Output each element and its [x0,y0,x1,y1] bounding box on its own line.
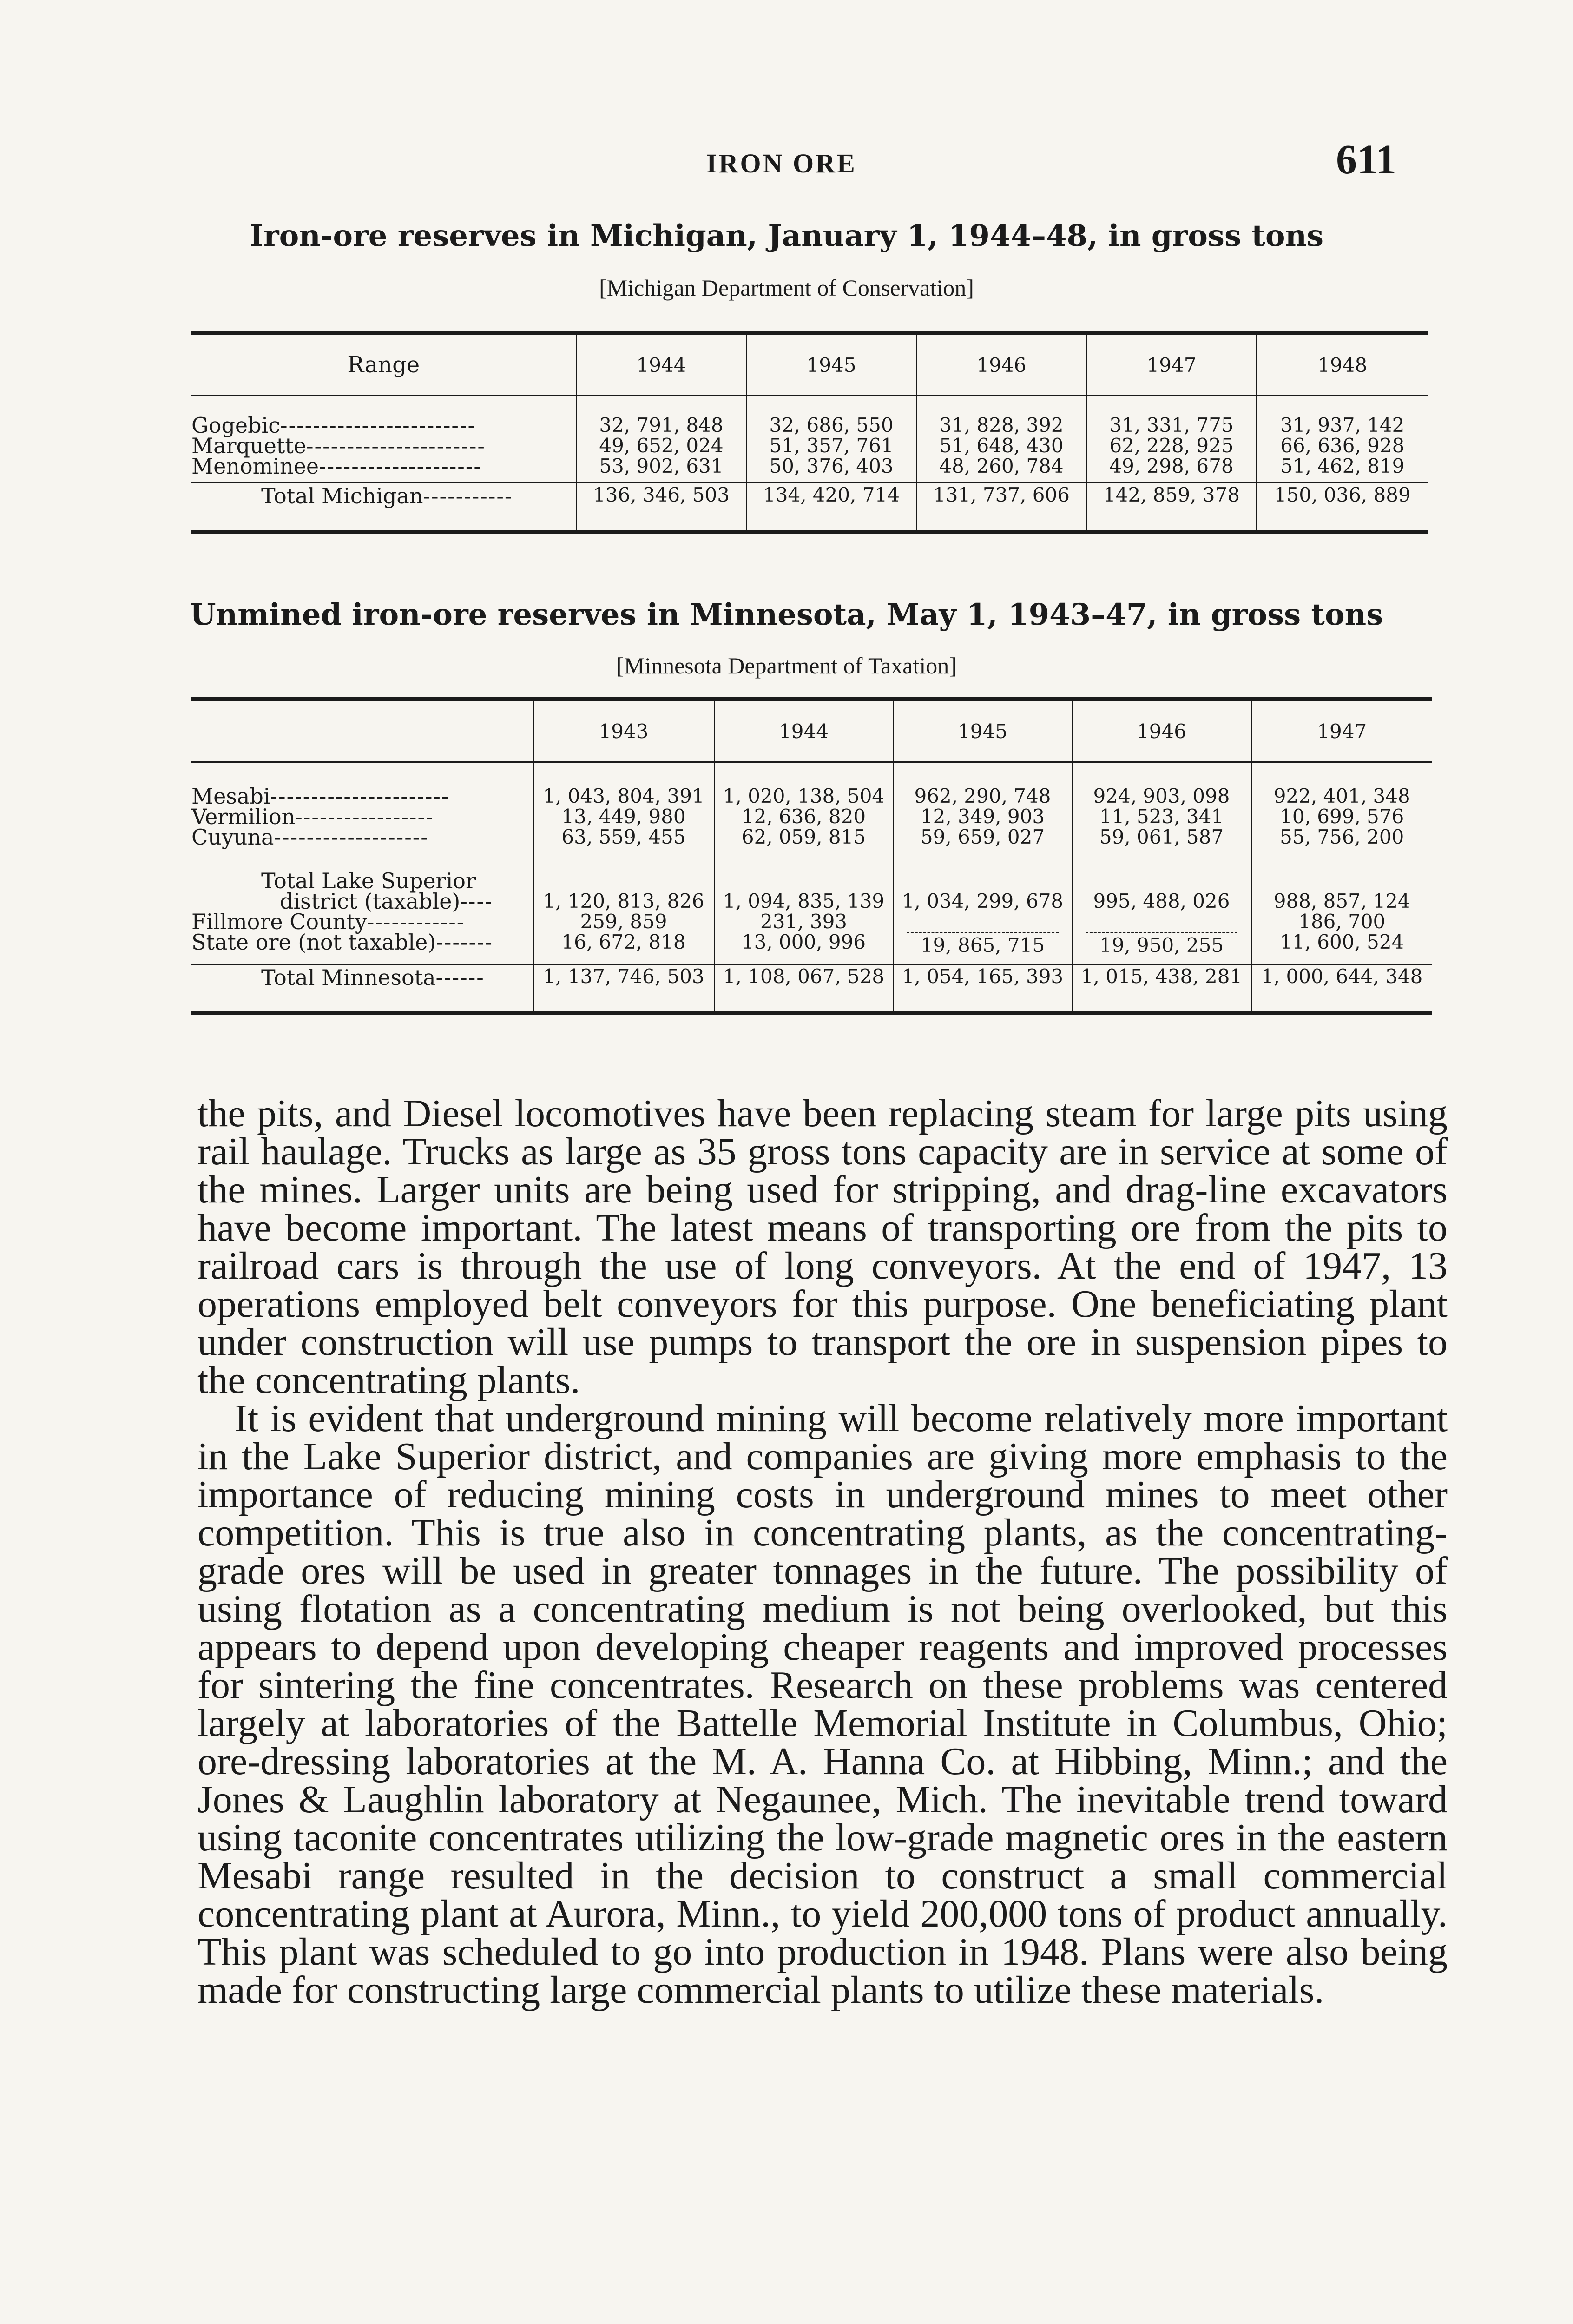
michigan-table-title: Iron-ore reserves in Michigan, January 1, 1944–48, in gross tons [249,218,1324,253]
table-cell: 31, 937, 142 [1280,414,1405,436]
minnesota-col-1947: 1947 [1251,699,1432,762]
table-cell: 962, 290, 748 [914,785,1051,807]
table-cell: 13, 449, 980 [561,805,686,828]
table-row-label: Fillmore County------------ [191,909,465,934]
minnesota-header-row [191,699,1432,762]
table-row-label: Total Minnesota------ [191,964,533,1014]
table-cell: 12, 349, 903 [920,805,1045,828]
michigan-table [191,331,1428,534]
minnesota-col-1944: 1944 [714,699,893,762]
table-cell: 134, 420, 714 [746,483,916,532]
table-cell: 49, 298, 678 [1109,455,1234,477]
table-cell: 59, 061, 587 [1099,825,1224,848]
table-row-label: Cuyuna------------------- [191,825,429,850]
table-cell: 32, 686, 550 [769,414,894,436]
table-cell: 53, 902, 631 [599,455,724,477]
table-cell: 66, 636, 928 [1280,434,1405,457]
table-cell: 62, 059, 815 [741,825,866,848]
table-cell: 1, 108, 067, 528 [714,964,893,1014]
table-row-label: Marquette---------------------- [191,433,486,458]
paragraph: It is evident that underground mining will become relatively more important in the Lake Superior district, and companies are giving more emphasis to the importance of reducing mining costs in underground mines to meet other competition. This is true also in concentrating plants, as the concentrating-grade ores will be used in greater tonnages in the future. The possibility of using flotation as a concentrating medium is not being overlooked, but this appears to depend upon developing cheaper reagents and improved processes for sintering the fine concentrates. Research on these problems was centered largely at laboratories of the Battelle Memorial Institute in Columbus, Ohio; ore-dressing laboratories at the M. A. Hanna Co. at Hibbing, Minn.; and the Jones & Laughlin laboratory at Negaunee, Mich. The inevitable trend toward using taconite concentrates utilizing the low-grade magnetic ores in the eastern Mesabi range resulted in the decision to construct a small commercial concentrating plant at Aurora, Minn., to yield 200,000 tons of product annually. This plant was scheduled to go into production in 1948. Plans were also being made for constructing large commercial plants to utilize these materials. [197,1397,1448,2012]
table-row-label: Total Lake Superior [261,868,476,893]
minnesota-col-1946: 1946 [1072,699,1251,762]
table-cell: 16, 672, 818 [561,931,686,953]
table-row-label: State ore (not taxable)------- [191,930,494,955]
table-row-label: Total Michigan----------- [191,483,576,532]
table-row-label: Gogebic------------------------ [191,413,476,438]
michigan-col-range: Range [191,333,576,396]
table-cell: 136, 346, 503 [576,483,746,532]
table-cell: 13, 000, 996 [741,931,866,953]
minnesota-ranges-block [191,762,1432,866]
table-cell: 259, 859 [580,910,667,933]
michigan-total-row [191,483,1428,532]
table-row-label: Mesabi---------------------- [191,784,450,809]
minnesota-col-1945: 1945 [893,699,1072,762]
michigan-col-1946: 1946 [916,333,1086,396]
table-cell: 1, 034, 299, 678 [902,890,1064,912]
table-cell: 131, 737, 606 [916,483,1086,532]
table-cell: 1, 020, 138, 504 [723,785,885,807]
table-cell: 1, 015, 438, 281 [1072,964,1251,1014]
table-cell: 1, 043, 804, 391 [543,785,704,807]
table-cell [894,911,1072,932]
body-text [197,1092,1448,2012]
minnesota-table [191,697,1432,1015]
table-row-label: district (taxable)---- [280,889,493,914]
minnesota-col-stub [191,699,533,762]
minnesota-table-source: [Minnesota Department of Taxation] [616,653,957,679]
table-cell: 10, 699, 576 [1280,805,1404,828]
table-cell: 924, 903, 098 [1093,785,1230,807]
michigan-col-1947: 1947 [1086,333,1257,396]
table-cell: 62, 228, 925 [1109,434,1234,457]
table-cell: 19, 865, 715 [907,932,1059,956]
michigan-col-1948: 1948 [1257,333,1428,396]
table-cell: 51, 648, 430 [939,434,1064,457]
table-cell: 55, 756, 200 [1280,825,1404,848]
table-cell: 1, 054, 165, 393 [893,964,1072,1014]
minnesota-col-1943: 1943 [533,699,714,762]
table-cell: 63, 559, 455 [561,825,686,848]
table-cell: 1, 094, 835, 139 [723,890,885,912]
michigan-table-source: [Michigan Department of Conservation] [599,275,974,301]
table-cell: 922, 401, 348 [1273,785,1410,807]
table-cell: 186, 700 [1298,910,1386,933]
table-cell: 51, 357, 761 [769,434,894,457]
table-cell: 51, 462, 819 [1280,455,1405,477]
table-cell: 49, 652, 024 [599,434,724,457]
table-cell: 988, 857, 124 [1273,890,1410,912]
table-cell: 59, 659, 027 [920,825,1045,848]
table-cell: 1, 137, 746, 503 [533,964,714,1014]
table-cell: 12, 636, 820 [741,805,866,828]
michigan-col-1945: 1945 [746,333,916,396]
table-cell: 31, 331, 775 [1109,414,1234,436]
minnesota-subtotals-block [191,866,1432,964]
michigan-header-row [191,333,1428,396]
minnesota-total-row [191,964,1432,1014]
table-cell: 19, 950, 255 [1086,932,1237,956]
page-number: 611 [1336,137,1397,183]
table-cell: 1, 120, 813, 826 [543,890,704,912]
table-cell: 31, 828, 392 [939,414,1064,436]
table-cell: 995, 488, 026 [1093,890,1230,912]
table-cell: 48, 260, 784 [939,455,1064,477]
table-cell: 11, 523, 341 [1099,805,1224,828]
table-cell: 1, 000, 644, 348 [1251,964,1432,1014]
table-cell: 150, 036, 889 [1257,483,1428,532]
table-cell: 11, 600, 524 [1280,931,1404,953]
table-cell [1073,911,1251,932]
table-cell: 231, 393 [760,910,848,933]
table-cell: 32, 791, 848 [599,414,724,436]
running-head: IRON ORE [706,148,857,178]
table-cell: 50, 376, 403 [769,455,894,477]
michigan-col-1944: 1944 [576,333,746,396]
minnesota-table-title: Unmined iron-ore reserves in Minnesota, May 1, 1943–47, in gross tons [190,597,1383,632]
paragraph: the pits, and Diesel locomotives have been replacing steam for large pits using rail haulage. Trucks as large as 35 gross tons capacity are in service at some of the mines. Larger units are being used for stripping, and drag-line excavators have become important. The latest means of transporting ore from the pits to railroad cars is through the use of long conveyors. At the end of 1947, 13 operations employed belt conveyors for this purpose. One beneficiating plant under construction will use pumps to transport the ore in suspension pipes to the concentrating plants. [197,1092,1448,1402]
table-row-label: Menominee-------------------- [191,454,482,479]
table-cell: 142, 859, 378 [1086,483,1257,532]
michigan-ranges-block [191,396,1428,483]
table-row-label: Vermilion----------------- [191,804,434,829]
